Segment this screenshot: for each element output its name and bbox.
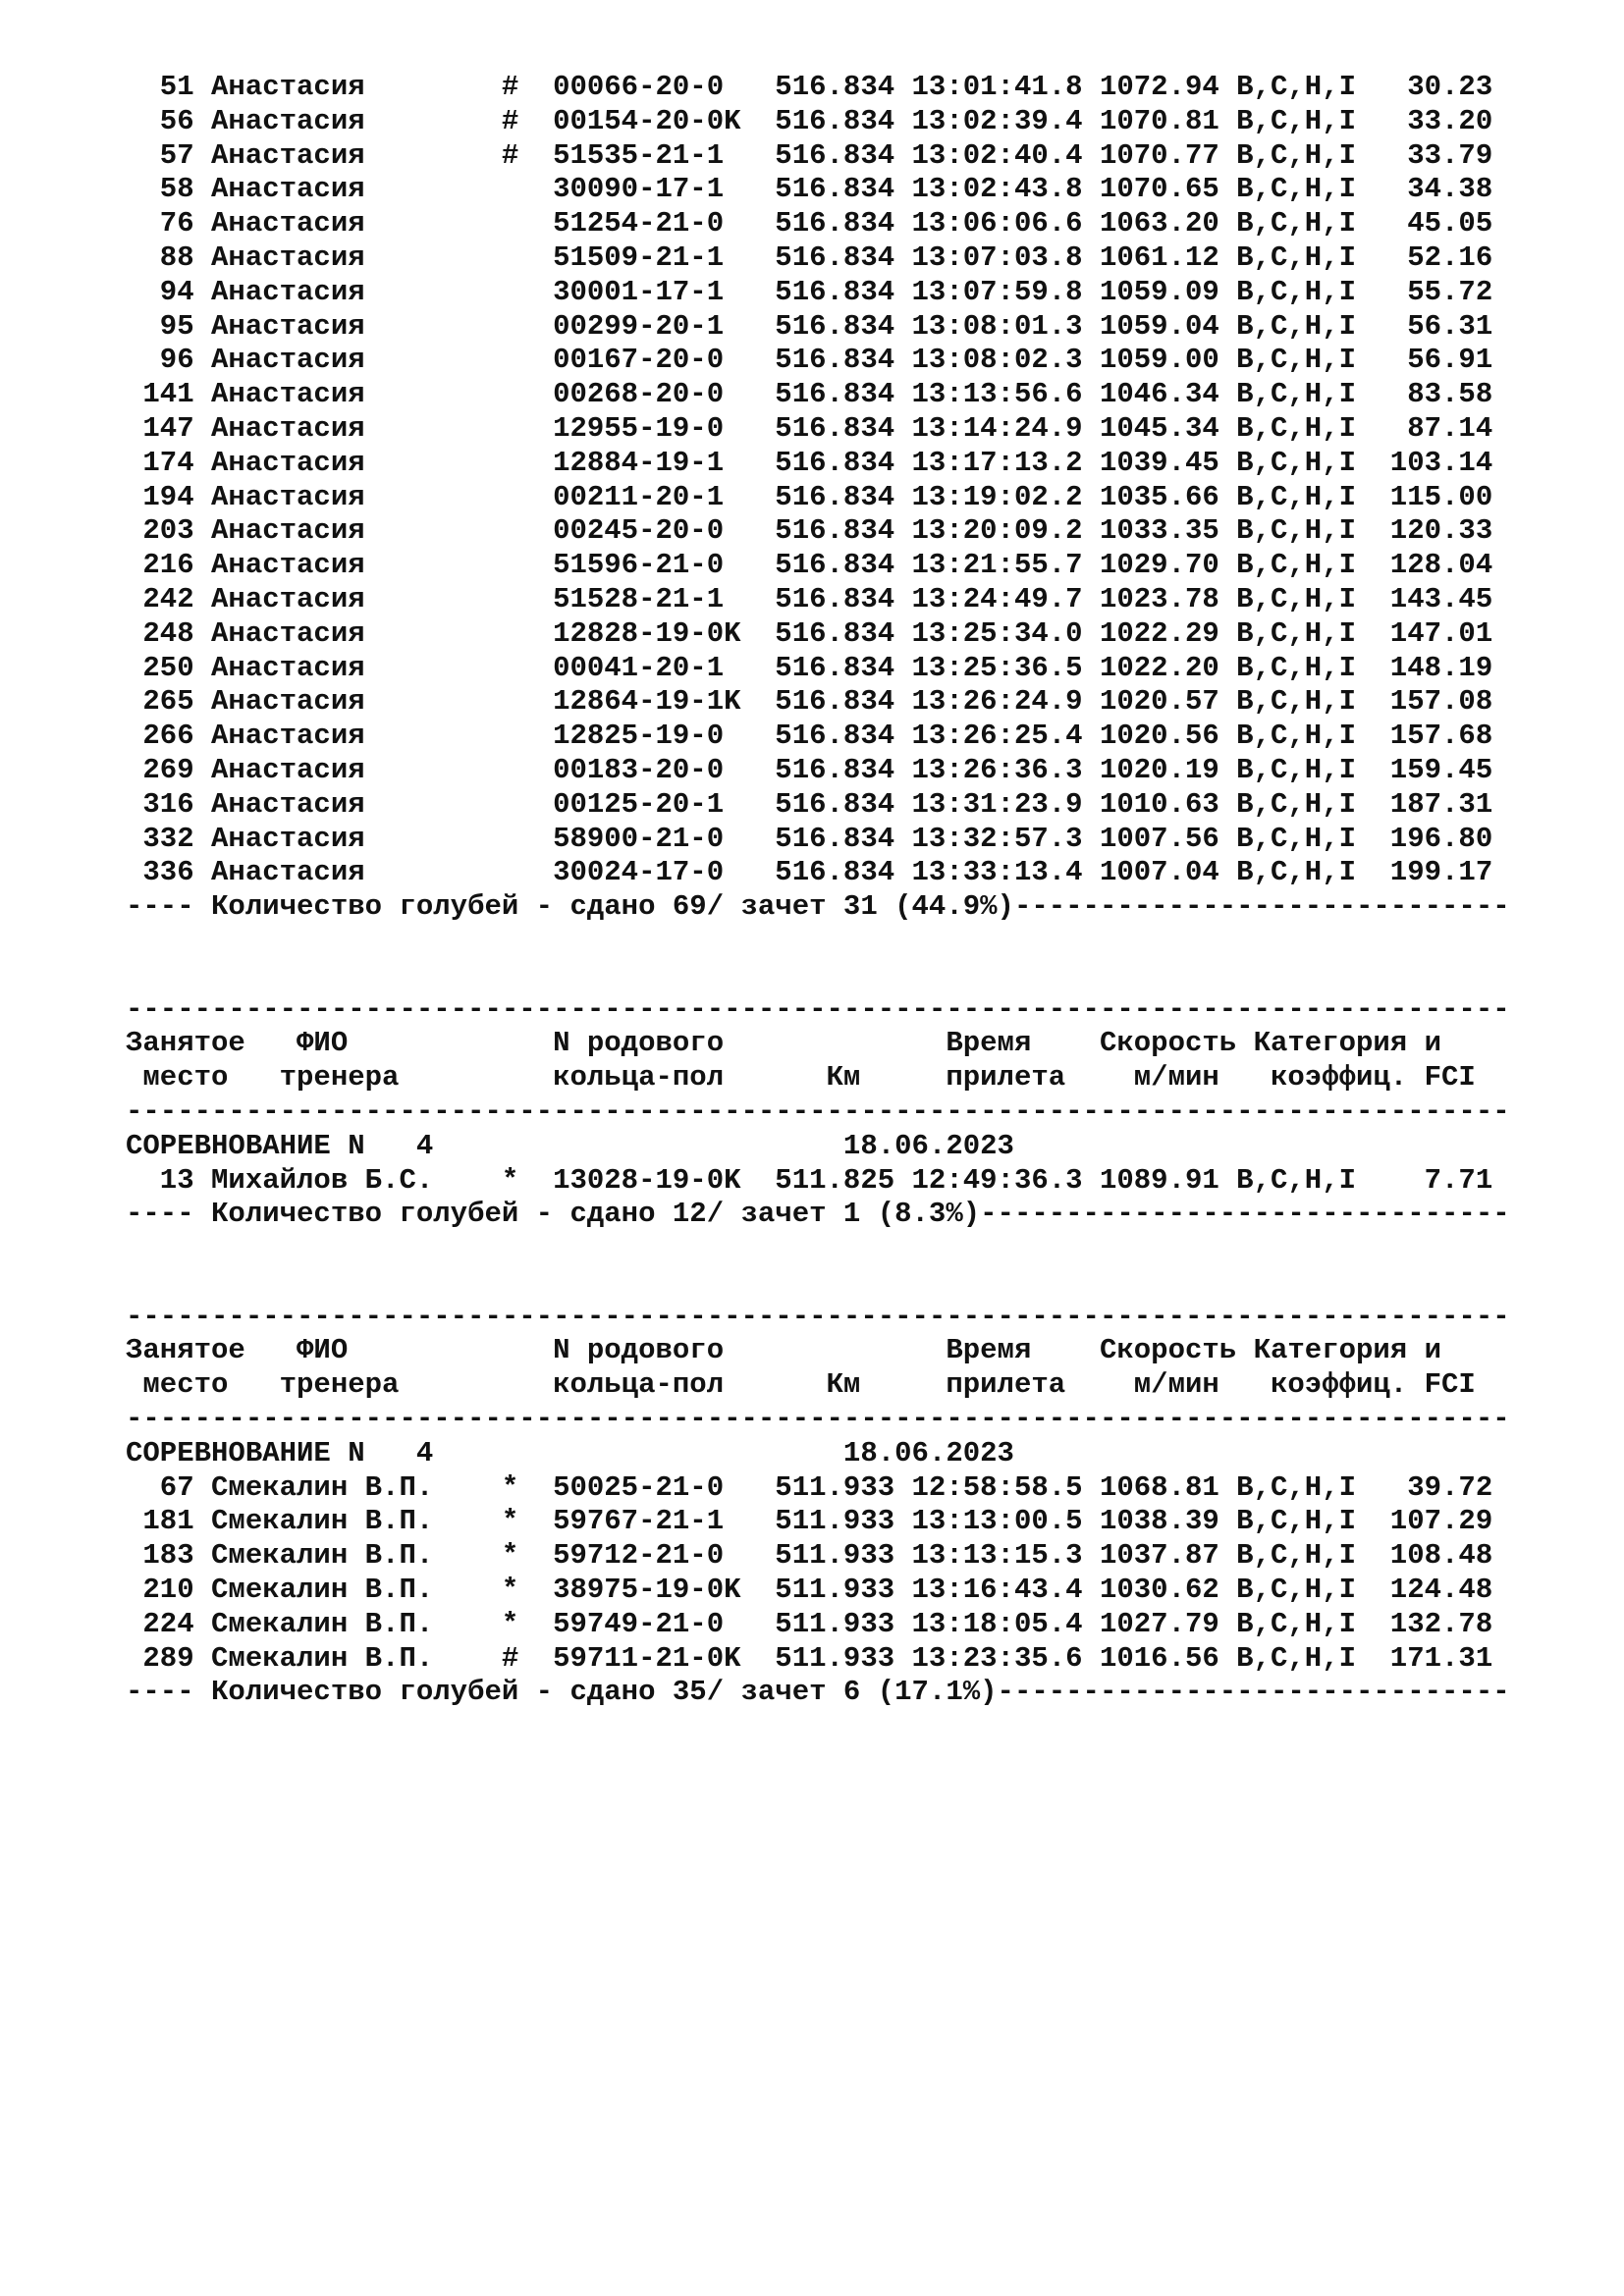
- table-row: 96 Анастасия 00167-20-0 516.834 13:08:02.3 1059.00 B,C,H,I 56.91: [126, 344, 1493, 377]
- competition-heading: СОРЕВНОВАНИЕ N 4 18.06.2023: [126, 1436, 1014, 1469]
- table-row: 88 Анастасия 51509-21-1 516.834 13:07:03.8 1061.12 B,C,H,I 52.16: [126, 240, 1493, 274]
- table-row: 216 Анастасия 51596-21-0 516.834 13:21:55.7 1029.70 B,C,H,I 128.04: [126, 549, 1493, 582]
- spacer: [126, 1266, 1598, 1301]
- table-row: 181 Смекалин В.П. * 59767-21-1 511.933 13:13:00.5 1038.39 B,C,H,I 107.29: [126, 1505, 1493, 1538]
- table-row: 141 Анастасия 00268-20-0 516.834 13:13:56.6 1046.34 B,C,H,I 83.58: [126, 378, 1493, 411]
- divider: ---------------------------------------------------------------------------------: [126, 1095, 1510, 1128]
- table-row: 57 Анастасия # 51535-21-1 516.834 13:02:40.4 1070.77 B,C,H,I 33.79: [126, 138, 1493, 172]
- table-row: 51 Анастасия # 00066-20-0 516.834 13:01:41.8 1072.94 B,C,H,I 30.23: [126, 71, 1493, 103]
- table-row: 147 Анастасия 12955-19-0 516.834 13:14:24.9 1045.34 B,C,H,I 87.14: [126, 411, 1493, 445]
- table-row: 194 Анастасия 00211-20-1 516.834 13:19:02.2 1035.66 B,C,H,I 115.00: [126, 480, 1493, 513]
- divider: ---------------------------------------------------------------------------------: [126, 992, 1510, 1026]
- competition-heading: СОРЕВНОВАНИЕ N 4 18.06.2023: [126, 1129, 1014, 1162]
- table-row: 316 Анастасия 00125-20-1 516.834 13:31:23.9 1010.63 B,C,H,I 187.31: [126, 787, 1493, 821]
- table-row: 56 Анастасия # 00154-20-0K 516.834 13:02:39.4 1070.81 B,C,H,I 33.20: [126, 104, 1493, 137]
- table-row: 250 Анастасия 00041-20-1 516.834 13:25:36.5 1022.20 B,C,H,I 148.19: [126, 651, 1493, 684]
- table-row: 289 Смекалин В.П. # 59711-21-0K 511.933 13:23:35.6 1016.56 B,C,H,I 171.31: [126, 1641, 1493, 1675]
- table-row: 266 Анастасия 12825-19-0 516.834 13:26:25.4 1020.56 B,C,H,I 157.68: [126, 720, 1493, 753]
- table-row: 265 Анастасия 12864-19-1K 516.834 13:26:24.9 1020.57 B,C,H,I 157.08: [126, 685, 1493, 719]
- table-row: 76 Анастасия 51254-21-0 516.834 13:06:06.6 1063.20 B,C,H,I 45.05: [126, 207, 1493, 240]
- table-row: 13 Михайлов Б.С. * 13028-19-0K 511.825 12:49:36.3 1089.91 B,C,H,I 7.71: [126, 1163, 1493, 1197]
- column-header: Занятое ФИО N родового Время Скорость Категория и: [126, 1027, 1442, 1060]
- table-row: 224 Смекалин В.П. * 59749-21-0 511.933 13:18:05.4 1027.79 B,C,H,I 132.78: [126, 1607, 1493, 1640]
- table-row: 248 Анастасия 12828-19-0K 516.834 13:25:34.0 1022.29 B,C,H,I 147.01: [126, 616, 1493, 650]
- table-row: 332 Анастасия 58900-21-0 516.834 13:32:57.3 1007.56 B,C,H,I 196.80: [126, 822, 1493, 855]
- table-row: 94 Анастасия 30001-17-1 516.834 13:07:59.8 1059.09 B,C,H,I 55.72: [126, 275, 1493, 308]
- spacer: [126, 1232, 1598, 1266]
- table-row: 174 Анастасия 12884-19-1 516.834 13:17:13.2 1039.45 B,C,H,I 103.14: [126, 446, 1493, 479]
- table-row: 242 Анастасия 51528-21-1 516.834 13:24:49.7 1023.78 B,C,H,I 143.45: [126, 582, 1493, 615]
- spacer: [126, 959, 1598, 993]
- summary-line: ---- Количество голубей - сдано 69/ зачет 31 (44.9%)-----------------------------: [126, 890, 1510, 924]
- divider: ---------------------------------------------------------------------------------: [126, 1300, 1510, 1333]
- column-header: место тренера кольца-пол Км прилета м/мин коэффиц. FCI: [126, 1368, 1476, 1402]
- spacer: [126, 925, 1598, 959]
- table-row: 203 Анастасия 00245-20-0 516.834 13:20:09.2 1033.35 B,C,H,I 120.33: [126, 514, 1493, 548]
- summary-line: ---- Количество голубей - сдано 35/ зачет 6 (17.1%)------------------------------: [126, 1676, 1510, 1709]
- table-row: 336 Анастасия 30024-17-0 516.834 13:33:13.4 1007.04 B,C,H,I 199.17: [126, 856, 1493, 889]
- column-header: место тренера кольца-пол Км прилета м/мин коэффиц. FCI: [126, 1061, 1476, 1095]
- results-listing: [126, 71, 1598, 1710]
- table-row: 183 Смекалин В.П. * 59712-21-0 511.933 13:13:15.3 1037.87 B,C,H,I 108.48: [126, 1539, 1493, 1573]
- table-row: 67 Смекалин В.П. * 50025-21-0 511.933 12:58:58.5 1068.81 B,C,H,I 39.72: [126, 1470, 1493, 1504]
- table-row: 269 Анастасия 00183-20-0 516.834 13:26:36.3 1020.19 B,C,H,I 159.45: [126, 753, 1493, 786]
- table-row: 58 Анастасия 30090-17-1 516.834 13:02:43.8 1070.65 B,C,H,I 34.38: [126, 173, 1493, 206]
- table-row: 210 Смекалин В.П. * 38975-19-0K 511.933 13:16:43.4 1030.62 B,C,H,I 124.48: [126, 1574, 1493, 1607]
- summary-line: ---- Количество голубей - сдано 12/ зачет 1 (8.3%)-------------------------------: [126, 1198, 1510, 1231]
- table-row: 95 Анастасия 00299-20-1 516.834 13:08:01.3 1059.04 B,C,H,I 56.31: [126, 309, 1493, 343]
- divider: ---------------------------------------------------------------------------------: [126, 1403, 1510, 1436]
- column-header: Занятое ФИО N родового Время Скорость Категория и: [126, 1334, 1442, 1367]
